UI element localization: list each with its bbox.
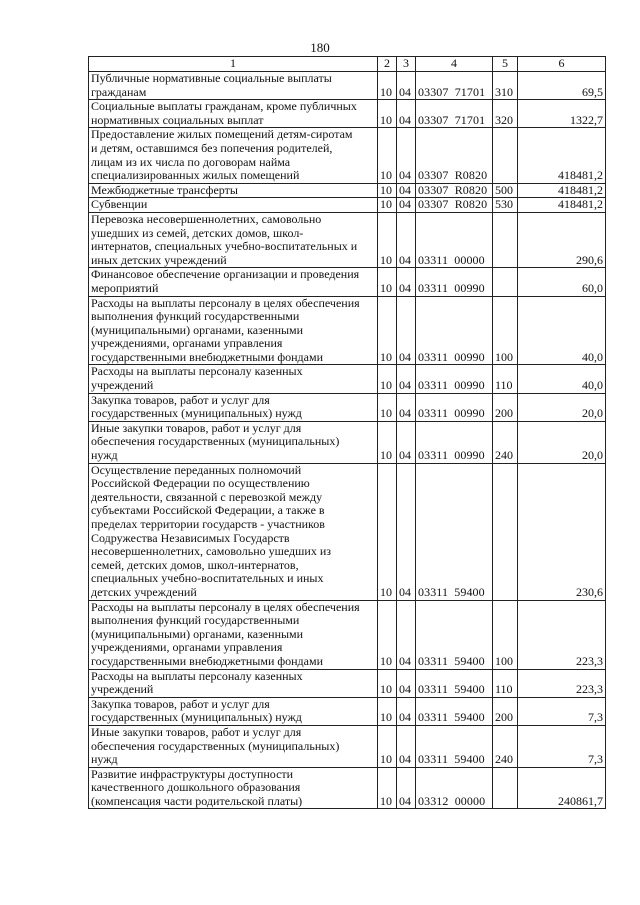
row-subsection-cell: 04 bbox=[397, 697, 416, 725]
row-target-article-cell: 03307 71701 bbox=[416, 72, 493, 100]
row-target-article-cell: 03311 00990 bbox=[416, 421, 493, 463]
row-subsection-cell: 04 bbox=[397, 725, 416, 767]
row-name-cell: Предоставление жилых помещений детям-сиротам и детям, оставшимся без попечения родителей, лицам из их числа по договорам найма специализированных жилых помещений bbox=[89, 128, 378, 183]
table-row bbox=[89, 212, 606, 267]
row-expense-type-cell bbox=[493, 463, 518, 600]
row-expense-type-cell: 200 bbox=[493, 393, 518, 421]
row-expense-type-cell: 110 bbox=[493, 669, 518, 697]
table-row bbox=[89, 421, 606, 463]
row-expense-type-cell: 310 bbox=[493, 72, 518, 100]
row-amount-cell: 290,6 bbox=[518, 212, 606, 267]
row-expense-type-cell: 110 bbox=[493, 365, 518, 393]
row-target-article-cell: 03311 59400 bbox=[416, 725, 493, 767]
row-section-cell: 10 bbox=[378, 128, 397, 183]
row-amount-cell: 7,3 bbox=[518, 697, 606, 725]
row-subsection-cell: 04 bbox=[397, 128, 416, 183]
header-cell-expense-type: 5 bbox=[493, 57, 518, 72]
row-name-cell: Иные закупки товаров, работ и услуг для обеспечения государственных (муниципальных) нужд bbox=[89, 725, 378, 767]
table-row bbox=[89, 725, 606, 767]
row-section-cell: 10 bbox=[378, 697, 397, 725]
row-target-article-cell: 03311 59400 bbox=[416, 697, 493, 725]
row-name-cell: Расходы на выплаты персоналу в целях обеспечения выполнения функций государственными (муниципальными) органами, казенными учреждениями, органами управления государственными внебюджетными фондами bbox=[89, 296, 378, 365]
row-expense-type-cell bbox=[493, 128, 518, 183]
row-name-cell: Межбюджетные трансферты bbox=[89, 183, 378, 198]
row-name-cell: Развитие инфраструктуры доступности качественного дошкольного образования (компенсация части родительской платы) bbox=[89, 767, 378, 809]
row-section-cell: 10 bbox=[378, 600, 397, 669]
row-target-article-cell: 03311 00990 bbox=[416, 268, 493, 296]
row-amount-cell: 1322,7 bbox=[518, 100, 606, 128]
row-subsection-cell: 04 bbox=[397, 669, 416, 697]
row-name-cell: Расходы на выплаты персоналу в целях обеспечения выполнения функций государственными (муниципальными) органами, казенными учреждениями, органами управления государственными внебюджетными фондами bbox=[89, 600, 378, 669]
row-target-article-cell: 03311 59400 bbox=[416, 600, 493, 669]
row-amount-cell: 40,0 bbox=[518, 365, 606, 393]
row-expense-type-cell: 320 bbox=[493, 100, 518, 128]
row-target-article-cell: 03307 R0820 bbox=[416, 198, 493, 213]
row-name-cell: Перевозка несовершеннолетних, самовольно ушедших из семей, детских домов, школ- интернатов, специальных учебно-воспитательных и иных детских учреждений bbox=[89, 212, 378, 267]
row-subsection-cell: 04 bbox=[397, 268, 416, 296]
row-section-cell: 10 bbox=[378, 669, 397, 697]
row-subsection-cell: 04 bbox=[397, 365, 416, 393]
row-subsection-cell: 04 bbox=[397, 421, 416, 463]
table-row bbox=[89, 128, 606, 183]
row-name-cell: Финансовое обеспечение организации и проведения мероприятий bbox=[89, 268, 378, 296]
row-name-cell: Закупка товаров, работ и услуг для государственных (муниципальных) нужд bbox=[89, 393, 378, 421]
row-name-cell: Закупка товаров, работ и услуг для государственных (муниципальных) нужд bbox=[89, 697, 378, 725]
table-body bbox=[89, 72, 606, 809]
row-target-article-cell: 03311 00990 bbox=[416, 393, 493, 421]
row-subsection-cell: 04 bbox=[397, 100, 416, 128]
table-row bbox=[89, 463, 606, 600]
row-section-cell: 10 bbox=[378, 183, 397, 198]
row-expense-type-cell: 530 bbox=[493, 198, 518, 213]
row-section-cell: 10 bbox=[378, 100, 397, 128]
budget-table bbox=[88, 56, 606, 809]
page-number: 180 bbox=[310, 40, 330, 55]
row-subsection-cell: 04 bbox=[397, 198, 416, 213]
header-cell-section: 2 bbox=[378, 57, 397, 72]
row-section-cell: 10 bbox=[378, 212, 397, 267]
row-section-cell: 10 bbox=[378, 365, 397, 393]
row-target-article-cell: 03311 00000 bbox=[416, 212, 493, 267]
header-row bbox=[89, 57, 606, 72]
row-section-cell: 10 bbox=[378, 198, 397, 213]
row-section-cell: 10 bbox=[378, 268, 397, 296]
row-section-cell: 10 bbox=[378, 725, 397, 767]
header-cell-amount: 6 bbox=[518, 57, 606, 72]
row-amount-cell: 223,3 bbox=[518, 600, 606, 669]
row-expense-type-cell bbox=[493, 212, 518, 267]
row-amount-cell: 230,6 bbox=[518, 463, 606, 600]
row-amount-cell: 20,0 bbox=[518, 393, 606, 421]
row-amount-cell: 223,3 bbox=[518, 669, 606, 697]
row-name-cell: Субвенции bbox=[89, 198, 378, 213]
table-row bbox=[89, 669, 606, 697]
row-subsection-cell: 04 bbox=[397, 72, 416, 100]
row-expense-type-cell: 100 bbox=[493, 600, 518, 669]
row-section-cell: 10 bbox=[378, 767, 397, 809]
table-row bbox=[89, 100, 606, 128]
row-expense-type-cell: 200 bbox=[493, 697, 518, 725]
row-amount-cell: 418481,2 bbox=[518, 128, 606, 183]
row-amount-cell: 20,0 bbox=[518, 421, 606, 463]
header-cell-subsection: 3 bbox=[397, 57, 416, 72]
row-name-cell: Иные закупки товаров, работ и услуг для обеспечения государственных (муниципальных) нужд bbox=[89, 421, 378, 463]
row-target-article-cell: 03312 00000 bbox=[416, 767, 493, 809]
row-target-article-cell: 03311 59400 bbox=[416, 463, 493, 600]
table-row bbox=[89, 767, 606, 809]
row-section-cell: 10 bbox=[378, 421, 397, 463]
row-expense-type-cell: 100 bbox=[493, 296, 518, 365]
row-amount-cell: 240861,7 bbox=[518, 767, 606, 809]
row-expense-type-cell bbox=[493, 767, 518, 809]
header-cell-target-article: 4 bbox=[416, 57, 493, 72]
row-name-cell: Социальные выплаты гражданам, кроме публичных нормативных социальных выплат bbox=[89, 100, 378, 128]
row-target-article-cell: 03307 R0820 bbox=[416, 128, 493, 183]
row-name-cell: Расходы на выплаты персоналу казенных учреждений bbox=[89, 669, 378, 697]
row-target-article-cell: 03311 59400 bbox=[416, 669, 493, 697]
row-name-cell: Публичные нормативные социальные выплаты гражданам bbox=[89, 72, 378, 100]
row-subsection-cell: 04 bbox=[397, 393, 416, 421]
row-target-article-cell: 03311 00990 bbox=[416, 365, 493, 393]
row-subsection-cell: 04 bbox=[397, 212, 416, 267]
table-row bbox=[89, 600, 606, 669]
table-row bbox=[89, 365, 606, 393]
table-row bbox=[89, 72, 606, 100]
row-section-cell: 10 bbox=[378, 463, 397, 600]
row-subsection-cell: 04 bbox=[397, 296, 416, 365]
row-expense-type-cell: 240 bbox=[493, 725, 518, 767]
row-expense-type-cell: 240 bbox=[493, 421, 518, 463]
row-amount-cell: 7,3 bbox=[518, 725, 606, 767]
row-expense-type-cell: 500 bbox=[493, 183, 518, 198]
row-name-cell: Расходы на выплаты персоналу казенных учреждений bbox=[89, 365, 378, 393]
table-row bbox=[89, 198, 606, 213]
row-subsection-cell: 04 bbox=[397, 767, 416, 809]
row-amount-cell: 60,0 bbox=[518, 268, 606, 296]
row-target-article-cell: 03311 00990 bbox=[416, 296, 493, 365]
row-section-cell: 10 bbox=[378, 72, 397, 100]
table-row bbox=[89, 697, 606, 725]
row-subsection-cell: 04 bbox=[397, 600, 416, 669]
row-target-article-cell: 03307 R0820 bbox=[416, 183, 493, 198]
row-section-cell: 10 bbox=[378, 296, 397, 365]
row-amount-cell: 418481,2 bbox=[518, 198, 606, 213]
row-amount-cell: 418481,2 bbox=[518, 183, 606, 198]
table-row bbox=[89, 268, 606, 296]
row-amount-cell: 69,5 bbox=[518, 72, 606, 100]
row-amount-cell: 40,0 bbox=[518, 296, 606, 365]
row-target-article-cell: 03307 71701 bbox=[416, 100, 493, 128]
table-row bbox=[89, 393, 606, 421]
table-row bbox=[89, 296, 606, 365]
table-row bbox=[89, 183, 606, 198]
row-expense-type-cell bbox=[493, 268, 518, 296]
row-subsection-cell: 04 bbox=[397, 183, 416, 198]
row-section-cell: 10 bbox=[378, 393, 397, 421]
row-name-cell: Осуществление переданных полномочий Российской Федерации по осуществлению деятельности, связанной с перевозкой между субъектами Российской Федерации, а также в пределах территории государств - участников Содружества Независимых Государств несовершеннолетних, самовольно ушедших из семей, детских домов, школ-интернатов, специальных учебно-воспитательных и иных детских учреждений bbox=[89, 463, 378, 600]
row-subsection-cell: 04 bbox=[397, 463, 416, 600]
header-cell-name: 1 bbox=[89, 57, 378, 72]
